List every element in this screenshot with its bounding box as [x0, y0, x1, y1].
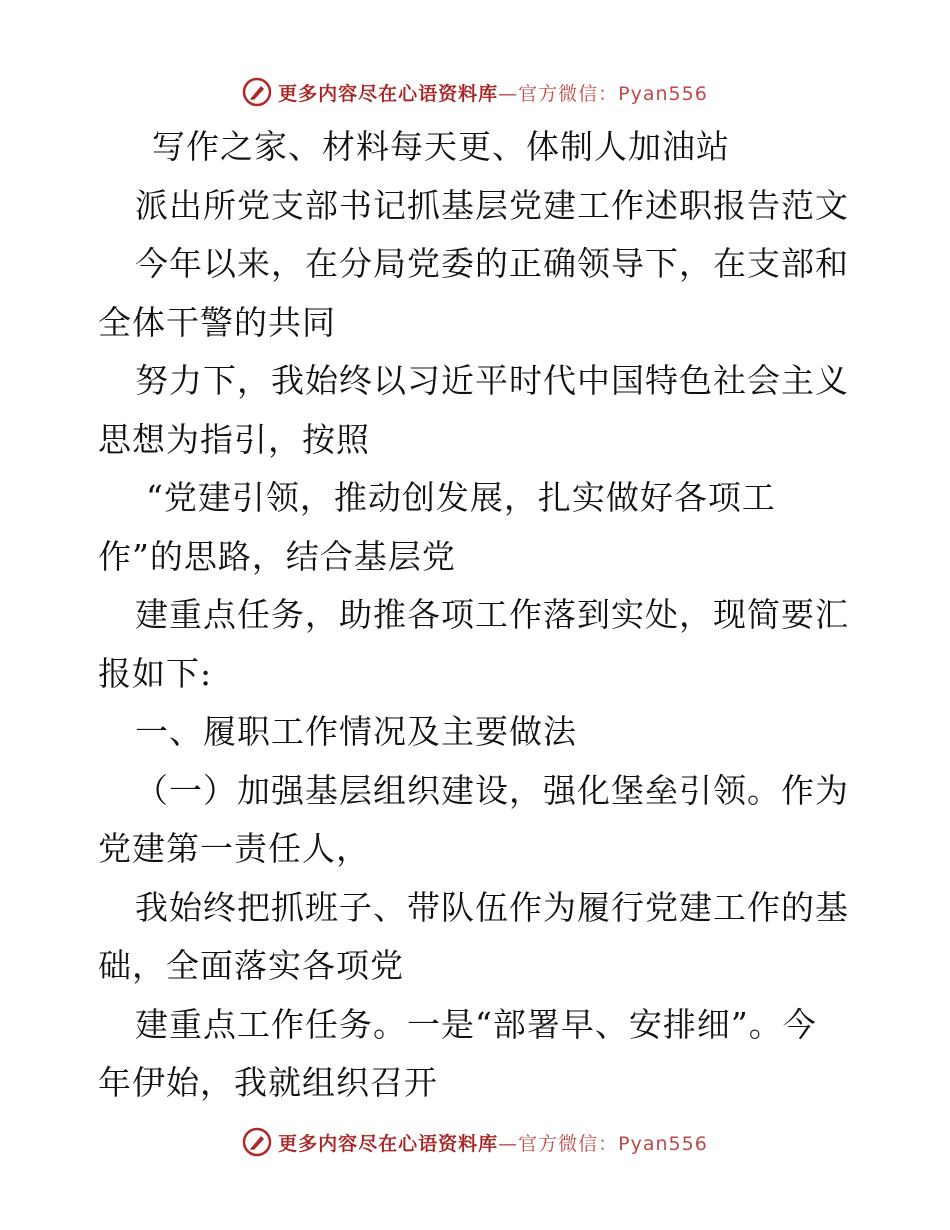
- doc-line: 努力下，我始终以习近平时代中国特色社会主义: [135, 361, 849, 400]
- subsection-heading: （一）加强基层组织建设，强化堡垒引领。作为: [135, 770, 849, 810]
- doc-line: 年伊始，我就组织召开: [98, 1063, 438, 1102]
- pen-logo-icon: [242, 1127, 272, 1157]
- header-banner: [0, 72, 950, 112]
- doc-tagline: 写作之家、材料每天更、体制人加油站: [152, 127, 730, 166]
- doc-title: 派出所党支部书记抓基层党建工作述职报告范文: [135, 185, 849, 225]
- document-body: [98, 118, 858, 1113]
- doc-line: 础，全面落实各项党: [98, 946, 404, 985]
- doc-line: 作”的思路，结合基层党: [98, 536, 456, 576]
- doc-line: 建重点任务，助推各项工作落到实处，现简要汇: [135, 595, 849, 634]
- doc-line: 报如下:: [98, 653, 213, 693]
- section-heading: 一、履职工作情况及主要做法: [135, 712, 577, 751]
- doc-line: 今年以来，在分局党委的正确领导下，在支部和: [135, 244, 849, 283]
- doc-line: 建重点工作任务。一是“部署早、安排细”。今: [135, 1004, 817, 1044]
- pen-logo-icon: [242, 77, 272, 107]
- doc-line: 全体干警的共同: [98, 302, 336, 342]
- footer-banner: [0, 1122, 950, 1162]
- doc-line: 思想为指引，按照: [98, 419, 370, 459]
- banner-main-text: 更多内容尽在心语资料库: [278, 82, 499, 105]
- doc-line: 党建第一责任人，: [98, 829, 370, 868]
- banner-main-text: 更多内容尽在心语资料库: [278, 1132, 499, 1155]
- banner-wechat-text: —官方微信：Pyan556: [498, 1132, 708, 1155]
- banner-wechat-text: —官方微信：Pyan556: [498, 82, 708, 105]
- doc-line: 我始终把抓班子、带队伍作为履行党建工作的基: [135, 887, 849, 927]
- doc-line: “党建引领，推动创发展，扎实做好各项工: [146, 478, 776, 517]
